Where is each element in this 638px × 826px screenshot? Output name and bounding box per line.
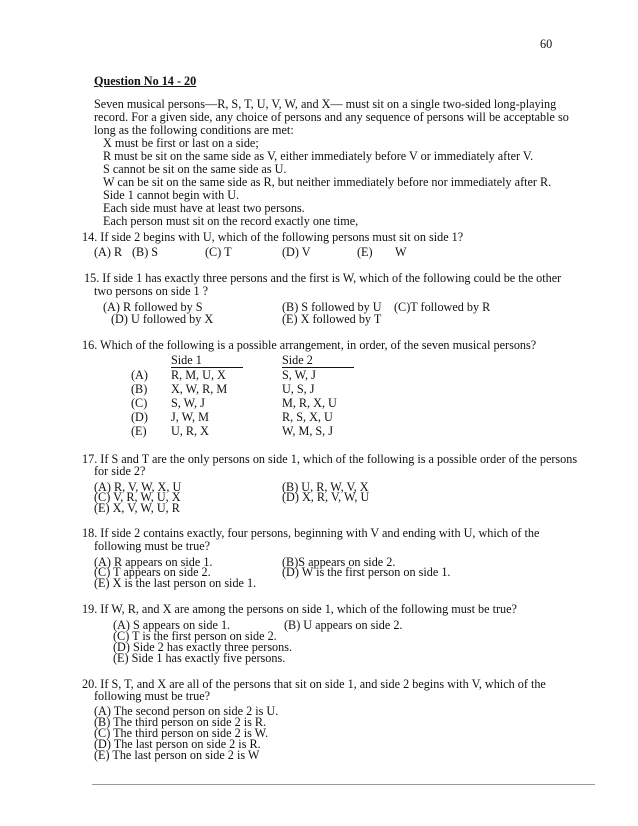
q16-row-label: (C) <box>131 396 148 410</box>
q15-option-a: (A) R followed by S <box>103 300 203 314</box>
q16-row-side1: R, M, U, X <box>171 368 226 382</box>
q14-option-b: (B) S <box>132 245 159 259</box>
condition-item: Side 1 cannot begin with U. <box>103 188 240 202</box>
q20-option-d: (D) The last person on side 2 is R. <box>94 737 261 751</box>
q16-row-side2: R, S, X, U <box>282 410 333 424</box>
q16-row-side1: X, W, R, M <box>171 382 228 396</box>
q16-row-label: (E) <box>131 424 147 438</box>
q16-row-side2: U, S, J <box>282 382 315 396</box>
q16-row-side2: M, R, X, U <box>282 396 337 410</box>
q20-stem-line: following must be true? <box>94 689 211 703</box>
q17-option-d: (D) X, R, V, W, U <box>282 490 370 504</box>
q14-option-e-text: W <box>395 245 407 259</box>
q17-option-e: (E) X, V, W, U, R <box>94 501 180 515</box>
q18-option-b: (B)S appears on side 2. <box>282 555 396 569</box>
q18-option-e: (E) X is the last person on side 1. <box>94 576 257 590</box>
footer-divider <box>92 784 595 785</box>
q18-stem-line: following must be true? <box>94 539 211 553</box>
q15-option-d: (D) U followed by X <box>111 312 214 326</box>
q19-option-c: (C) T is the first person on side 2. <box>113 629 277 643</box>
q17-option-b: (B) U, R, W, V, X <box>282 480 369 494</box>
condition-item: Each person must sit on the record exactly one time, <box>103 214 359 228</box>
q19-option-b: (B) U appears on side 2. <box>284 618 403 632</box>
q19-option-e: (E) Side 1 has exactly five persons. <box>113 651 286 665</box>
q20-option-e: (E) The last person on side 2 is W <box>94 748 260 762</box>
q14-option-c: (C) T <box>205 245 232 259</box>
condition-item: S cannot be sit on the same side as U. <box>103 162 287 176</box>
q16-row-side2: W, M, S, J <box>282 424 334 438</box>
q14-option-a: (A) R <box>94 245 123 259</box>
q16-row-side1: J, W, M <box>171 410 209 424</box>
q15-option-e: (E) X followed by T <box>282 312 382 326</box>
q20-option-c: (C) The third person on side 2 is W. <box>94 726 269 740</box>
q14-stem: 14. If side 2 begins with U, which of the following persons must sit on side 1? <box>82 230 464 244</box>
q16-header-side2: Side 2 <box>282 354 354 368</box>
q17-option-c: (C) V, R, W, U, X <box>94 490 181 504</box>
q20-stem-line: 20. If S, T, and X are all of the persons that sit on side 1, and side 2 begins with V, which of the <box>82 677 546 691</box>
intro-paragraph <box>94 98 569 137</box>
condition-item: Each side must have at least two persons. <box>103 201 305 215</box>
intro-line: record. For a given side, any choice of persons and any sequence of persons will be acceptable so <box>94 110 569 124</box>
condition-item: W can be sit on the same side as R, but neither immediately before nor immediately after R. <box>103 175 552 189</box>
condition-item: R must be sit on the same side as V, either immediately before V or immediately after V. <box>103 149 534 163</box>
q19-stem: 19. If W, R, and X are among the persons on side 1, which of the following must be true? <box>82 602 517 616</box>
q15-option-b: (B) S followed by U <box>282 300 382 314</box>
q15-stem-line: two persons on side 1 ? <box>94 284 209 298</box>
q16-row-label: (A) <box>131 368 148 382</box>
q19-option-d: (D) Side 2 has exactly three persons. <box>113 640 293 654</box>
q16-row-side1: U, R, X <box>171 424 209 438</box>
q20-option-b: (B) The third person on side 2 is R. <box>94 715 267 729</box>
q17-option-a: (A) R, V, W, X, U <box>94 480 182 494</box>
q14-option-e: (E) <box>357 245 373 259</box>
q16-header-side1: Side 1 <box>171 354 243 368</box>
q18-option-c: (C) T appears on side 2. <box>94 565 211 579</box>
q17-stem-line: for side 2? <box>94 464 146 478</box>
condition-item: X must be first or last on a side; <box>103 136 259 150</box>
q14-option-d: (D) V <box>282 245 311 259</box>
intro-line: long as the following conditions are met: <box>94 123 294 137</box>
q16-row-label: (B) <box>131 382 148 396</box>
q15-stem-line: 15. If side 1 has exactly three persons and the first is W, which of the following could be the other <box>84 271 562 285</box>
q20-option-a: (A) The second person on side 2 is U. <box>94 704 279 718</box>
q18-option-d: (D) W is the first person on side 1. <box>282 565 451 579</box>
q18-option-a: (A) R appears on side 1. <box>94 555 213 569</box>
conditions-list <box>103 137 551 228</box>
q18-stem-line: 18. If side 2 contains exactly, four persons, beginning with V and ending with U, which of the <box>82 526 540 540</box>
q16-stem: 16. Which of the following is a possible arrangement, in order, of the seven musical persons? <box>82 338 537 352</box>
q19-option-a: (A) S appears on side 1. <box>113 618 231 632</box>
q16-row-side1: S, W, J <box>171 396 205 410</box>
q16-row-label: (D) <box>131 410 148 424</box>
section-title: Question No 14 - 20 <box>94 74 197 88</box>
q16-row-side2: S, W, J <box>282 368 316 382</box>
q17-stem-line: 17. If S and T are the only persons on side 1, which of the following is a possible order of the persons <box>82 452 578 466</box>
intro-line: Seven musical persons—R, S, T, U, V, W, and X— must sit on a single two-sided long-playing <box>94 97 557 111</box>
q15-option-c: (C)T followed by R <box>394 300 491 314</box>
page-number: 60 <box>540 37 553 51</box>
